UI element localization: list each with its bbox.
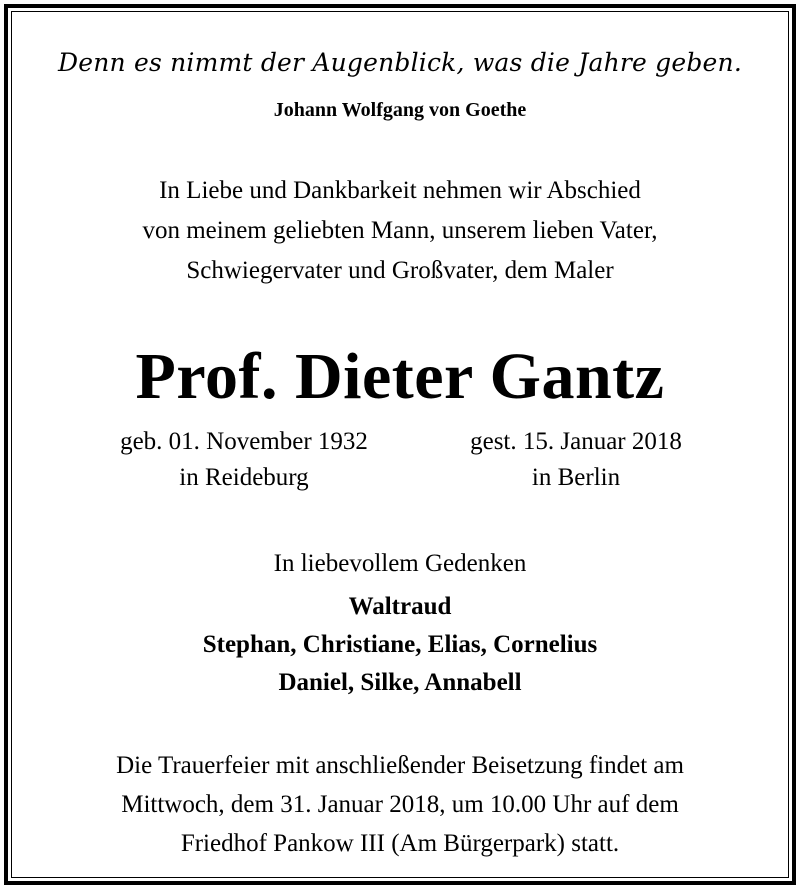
mourner-line: Waltraud [348, 593, 452, 620]
birth-date: geb. 01. November 1932 [120, 428, 368, 455]
birth-info [84, 424, 404, 496]
birth-place: in Reideburg [179, 464, 309, 491]
life-dates [12, 424, 788, 504]
death-place: in Berlin [531, 464, 621, 491]
goethe-quote: Denn es nimmt der Augenblick, was die Jahre geben. [57, 48, 743, 77]
service-line: Mittwoch, dem 31. Januar 2018, um 10.00 Uhr auf dem [121, 791, 679, 818]
intro-line: von meinem geliebten Mann, unserem lieben Vater, [142, 217, 658, 244]
death-info [416, 424, 736, 496]
intro-line: Schwiegervater und Großvater, dem Maler [186, 257, 614, 284]
service-line: Friedhof Pankow III (Am Bürgerpark) statt. [180, 830, 620, 857]
intro-text [12, 171, 788, 291]
mourner-line: Stephan, Christiane, Elias, Cornelius [202, 631, 598, 658]
funeral-service-info [12, 746, 788, 863]
quote-author: Johann Wolfgang von Goethe [273, 99, 527, 121]
deceased-name: Prof. Dieter Gantz [135, 340, 665, 413]
service-line: Die Trauerfeier mit anschließender Beisetzung findet am [116, 752, 684, 779]
intro-line: In Liebe und Dankbarkeit nehmen wir Abschied [159, 177, 641, 204]
memorial-label: In liebevollem Gedenken [273, 550, 527, 577]
death-date: gest. 15. Januar 2018 [470, 428, 682, 455]
mourner-line: Daniel, Silke, Annabell [278, 669, 522, 696]
mourners-list [12, 588, 788, 702]
